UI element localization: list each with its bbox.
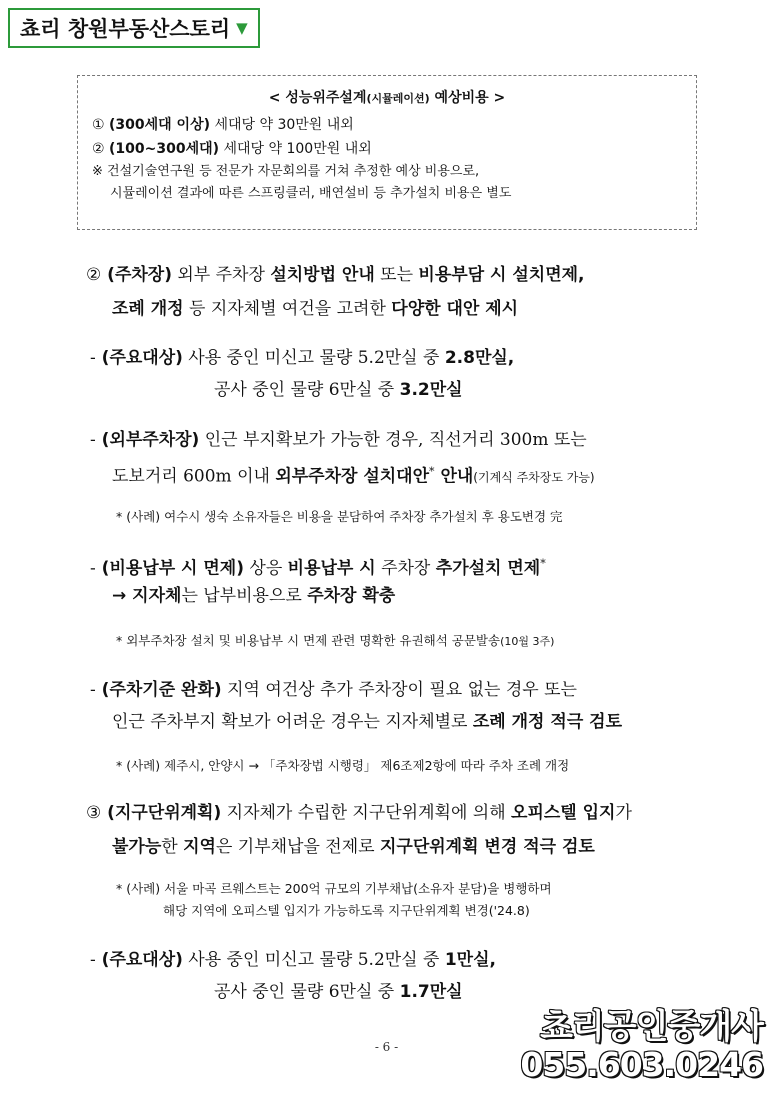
example-note: 해당 지역에 오피스텔 입지가 가능하도록 지구단위계획 변경('24.8) xyxy=(163,903,530,918)
example-note: * (사례) 여수시 생숙 소유자들은 비용을 분담하여 주차장 추가설치 후 용도변경 完 xyxy=(116,509,563,524)
watermark xyxy=(513,1008,763,1084)
interpretation-note: * 외부주차장 설치 및 비용납부 시 면제 관련 명확한 유권해석 공문발송(10월 3주) xyxy=(116,633,555,648)
example-note: * (사례) 서울 마곡 르웨스트는 200억 규모의 기부채납(소유자 분담)을 병행하며 xyxy=(116,881,552,896)
cost-note: ※ 건설기술연구원 등 전문가 자문회의를 거쳐 추정한 예상 비용으로, 시뮬레이션 결과에 따른 스프링클러, 배연설비 등 추가설치 비용은 별도 xyxy=(92,164,512,201)
triangle-down-icon: ▼ xyxy=(236,19,248,37)
brand-label: 쵸리 창원부동산스토리 xyxy=(20,17,231,41)
cost-row: ① (300세대 이상) 세대당 약 30만원 내외 xyxy=(92,117,354,133)
watermark-name: 쵸리공인중개사 xyxy=(540,1007,763,1047)
section-parking-line1: ② (주차장) 외부 주차장 설치방법 안내 또는 비용부담 시 설치면제, xyxy=(86,265,585,285)
section-parking-line2: 조례 개정 등 지자체별 여건을 고려한 다양한 대안 제시 xyxy=(112,299,519,319)
watermark-phone: 055.603.0246 xyxy=(520,1045,763,1084)
page-number: - 6 - xyxy=(374,1040,399,1054)
cost-row: ② (100~300세대) 세대당 약 100만원 내외 xyxy=(92,141,372,157)
brand-tag xyxy=(8,8,260,48)
cost-box xyxy=(77,75,697,230)
example-note: * (사례) 제주시, 안양시 → 「주차장법 시행령」 제6조제2항에 따라 주차 조례 개정 xyxy=(116,758,570,773)
cost-box-title: < 성능위주설계(시뮬레이션) 예상비용 > xyxy=(268,90,506,106)
